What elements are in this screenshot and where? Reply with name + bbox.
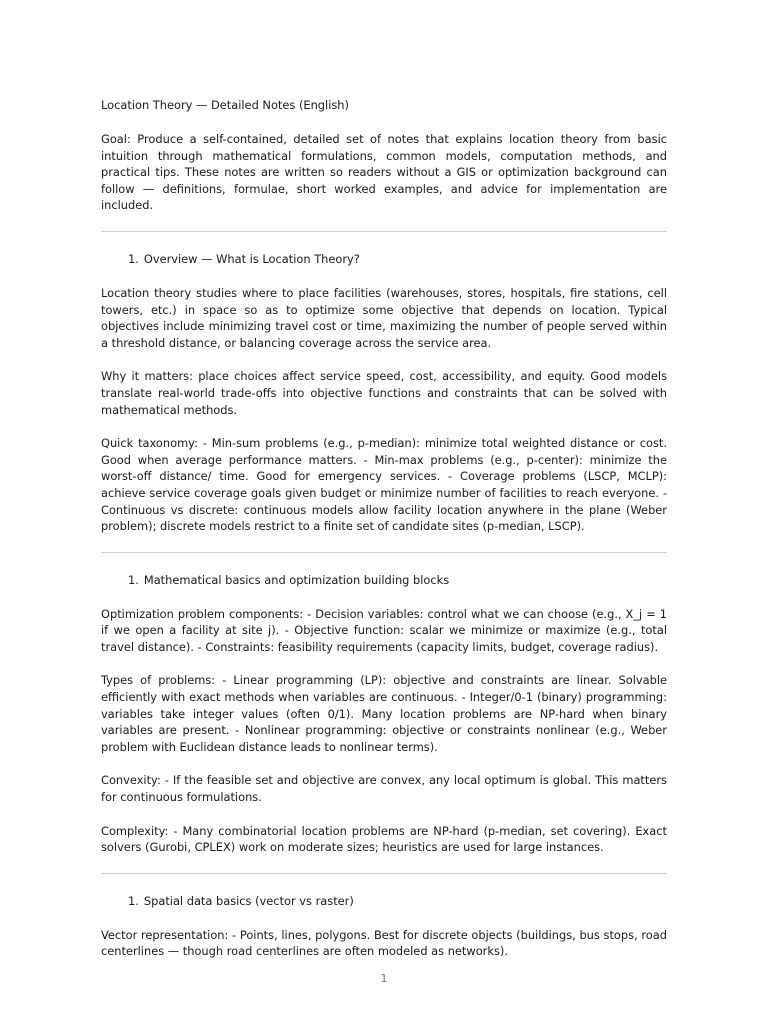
goal-paragraph: Goal: Produce a self-contained, detailed set of notes that explains location theory from basic intuition through mathematical formulations, common models, computation methods, and practical tips. These notes are written so readers without a GIS or optimization background can follow — definitions, formulae, short worked examples, and advice for implementation are included.	[101, 132, 667, 213]
document-title: Location Theory — Detailed Notes (English)	[101, 98, 349, 112]
section-number: 1.	[128, 251, 139, 266]
why-it-matters-paragraph: Why it matters: place choices affect service speed, cost, accessibility, and equity. Good models translate real-world trade-offs into objective functions and constraints that can be solved with mathematical methods.	[101, 369, 667, 417]
quick-taxonomy-paragraph: Quick taxonomy: - Min-sum problems (e.g., p-median): minimize total weighted distance or cost. Good when average performance matters. - Min-max problems (e.g., p-center): minimize the worst-off distance/ time. Good for emergency services. - Coverage problems (LSCP, MCLP): achieve service coverage goals given budget or minimize number of facilities to reach everyone. - Continuous vs discrete: continuous models allow facility location anywhere in the plane (Weber problem); discrete models restrict to a finite set of candidate sites (p-median, LSCP).	[101, 436, 667, 534]
section-divider	[101, 231, 667, 232]
section-number: 1.	[128, 572, 139, 587]
page-number: 1	[380, 972, 388, 985]
section-title: Overview — What is Location Theory?	[143, 251, 360, 266]
section-heading-overview	[101, 251, 667, 268]
problem-types-paragraph: Types of problems: - Linear programming (LP): objective and constraints are linear. Solvable efficiently with exact methods when variables are continuous. - Integer/0-1 (binary) programming: variables take integer values (often 0/1). Many location problems are NP-hard when binary variables are present. - Nonlinear programming: objective or constraints nonlinear (e.g., Weber problem with Euclidean distance leads to nonlinear terms).	[101, 673, 667, 754]
section-number: 1.	[128, 893, 139, 908]
section-heading-math-basics	[101, 572, 667, 589]
section-title: Mathematical basics and optimization building blocks	[143, 572, 450, 587]
document-page	[101, 97, 667, 977]
optimization-components-paragraph: Optimization problem components: - Decision variables: control what we can choose (e.g., X_j = 1 if we open a facility at site j). - Objective function: scalar we minimize or maximize (e.g., total travel distance). - Constraints: feasibility requirements (capacity limits, budget, coverage radius).	[101, 606, 667, 654]
convexity-paragraph: Convexity: - If the feasible set and objective are convex, any local optimum is global. This matters for continuous formulations.	[101, 773, 667, 805]
overview-paragraph: Location theory studies where to place facilities (warehouses, stores, hospitals, fire stations, cell towers, etc.) in space so as to optimize some objective that depends on location. Typical objectives include minimizing travel cost or time, maximizing the number of people served within a threshold distance, or balancing coverage across the service area.	[101, 285, 667, 350]
vector-representation-paragraph: Vector representation: - Points, lines, polygons. Best for discrete objects (buildings, bus stops, road centerlines — though road centerlines are often modeled as networks).	[101, 927, 667, 959]
section-divider	[101, 552, 667, 553]
section-heading-spatial-data	[101, 893, 667, 910]
section-divider	[101, 873, 667, 874]
section-title: Spatial data basics (vector vs raster)	[143, 893, 354, 908]
complexity-paragraph: Complexity: - Many combinatorial location problems are NP-hard (p-median, set covering). Exact solvers (Gurobi, CPLEX) work on moderate sizes; heuristics are used for large instances.	[101, 823, 667, 855]
